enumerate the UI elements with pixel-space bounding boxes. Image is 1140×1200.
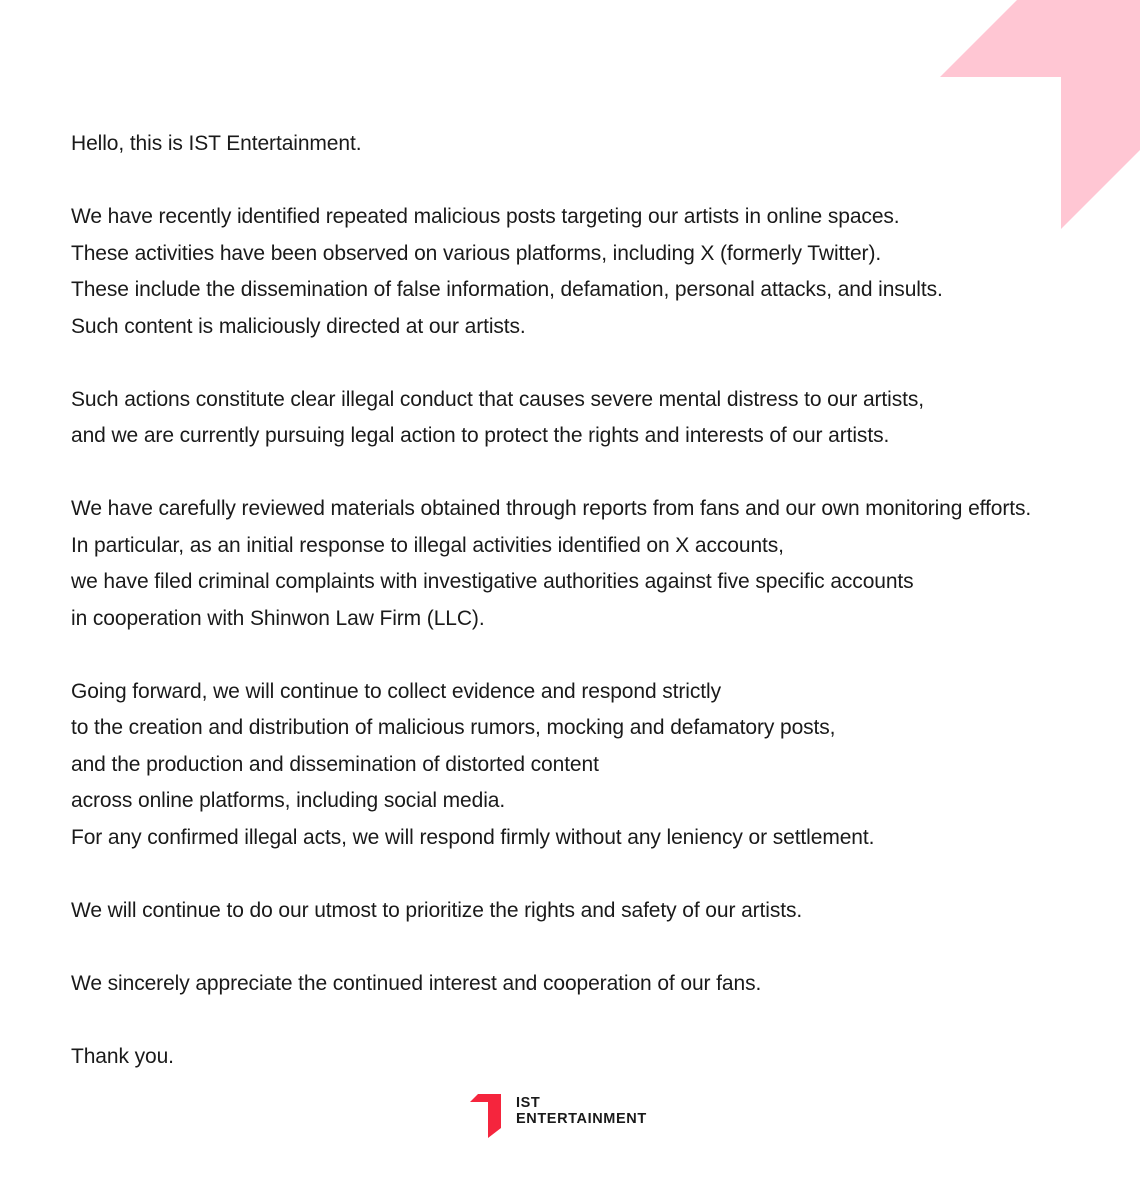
paragraph-line: Such content is maliciously directed at our artists. <box>71 314 526 338</box>
paragraph-2 <box>71 382 1111 455</box>
paragraph-4 <box>71 674 1111 857</box>
ist-logo-icon <box>470 1094 502 1138</box>
paragraph-line: Such actions constitute clear illegal conduct that causes severe mental distress to our artists, <box>71 387 924 411</box>
paragraph-line: in cooperation with Shinwon Law Firm (LLC). <box>71 606 485 630</box>
paragraph-line: These include the dissemination of false information, defamation, personal attacks, and insults. <box>71 278 943 301</box>
logo-wordmark <box>516 1095 647 1127</box>
paragraph-line: We have carefully reviewed materials obtained through reports from fans and our own monitoring efforts. <box>71 497 1032 520</box>
paragraph-line: For any confirmed illegal acts, we will respond firmly without any leniency or settlement. <box>71 825 875 849</box>
paragraph-line: These activities have been observed on various platforms, including X (formerly Twitter). <box>71 241 882 265</box>
closing: Thank you. <box>71 1044 174 1068</box>
paragraph-1 <box>71 199 1111 345</box>
paragraph-line: In particular, as an initial response to illegal activities identified on X accounts, <box>71 533 784 557</box>
statement-letter <box>71 126 1111 1075</box>
paragraph-line: We have recently identified repeated malicious posts targeting our artists in online spaces. <box>71 205 900 228</box>
paragraph-line: across online platforms, including social media. <box>71 789 506 812</box>
paragraph-line: we have filed criminal complaints with investigative authorities against five specific accounts <box>71 570 914 593</box>
paragraph-line: and we are currently pursuing legal action to protect the rights and interests of our artists. <box>71 424 890 447</box>
paragraph-line: to the creation and distribution of malicious rumors, mocking and defamatory posts, <box>71 716 836 739</box>
paragraph-line: Going forward, we will continue to collect evidence and respond strictly <box>71 679 721 703</box>
company-logo <box>470 1094 647 1140</box>
logo-line-1: IST <box>516 1095 541 1111</box>
paragraph-6: We sincerely appreciate the continued interest and cooperation of our fans. <box>71 971 762 995</box>
paragraph-line: and the production and dissemination of distorted content <box>71 752 599 776</box>
logo-line-2: ENTERTAINMENT <box>516 1111 647 1127</box>
paragraph-5: We will continue to do our utmost to prioritize the rights and safety of our artists. <box>71 898 803 922</box>
paragraph-3 <box>71 491 1111 637</box>
greeting: Hello, this is IST Entertainment. <box>71 132 362 155</box>
